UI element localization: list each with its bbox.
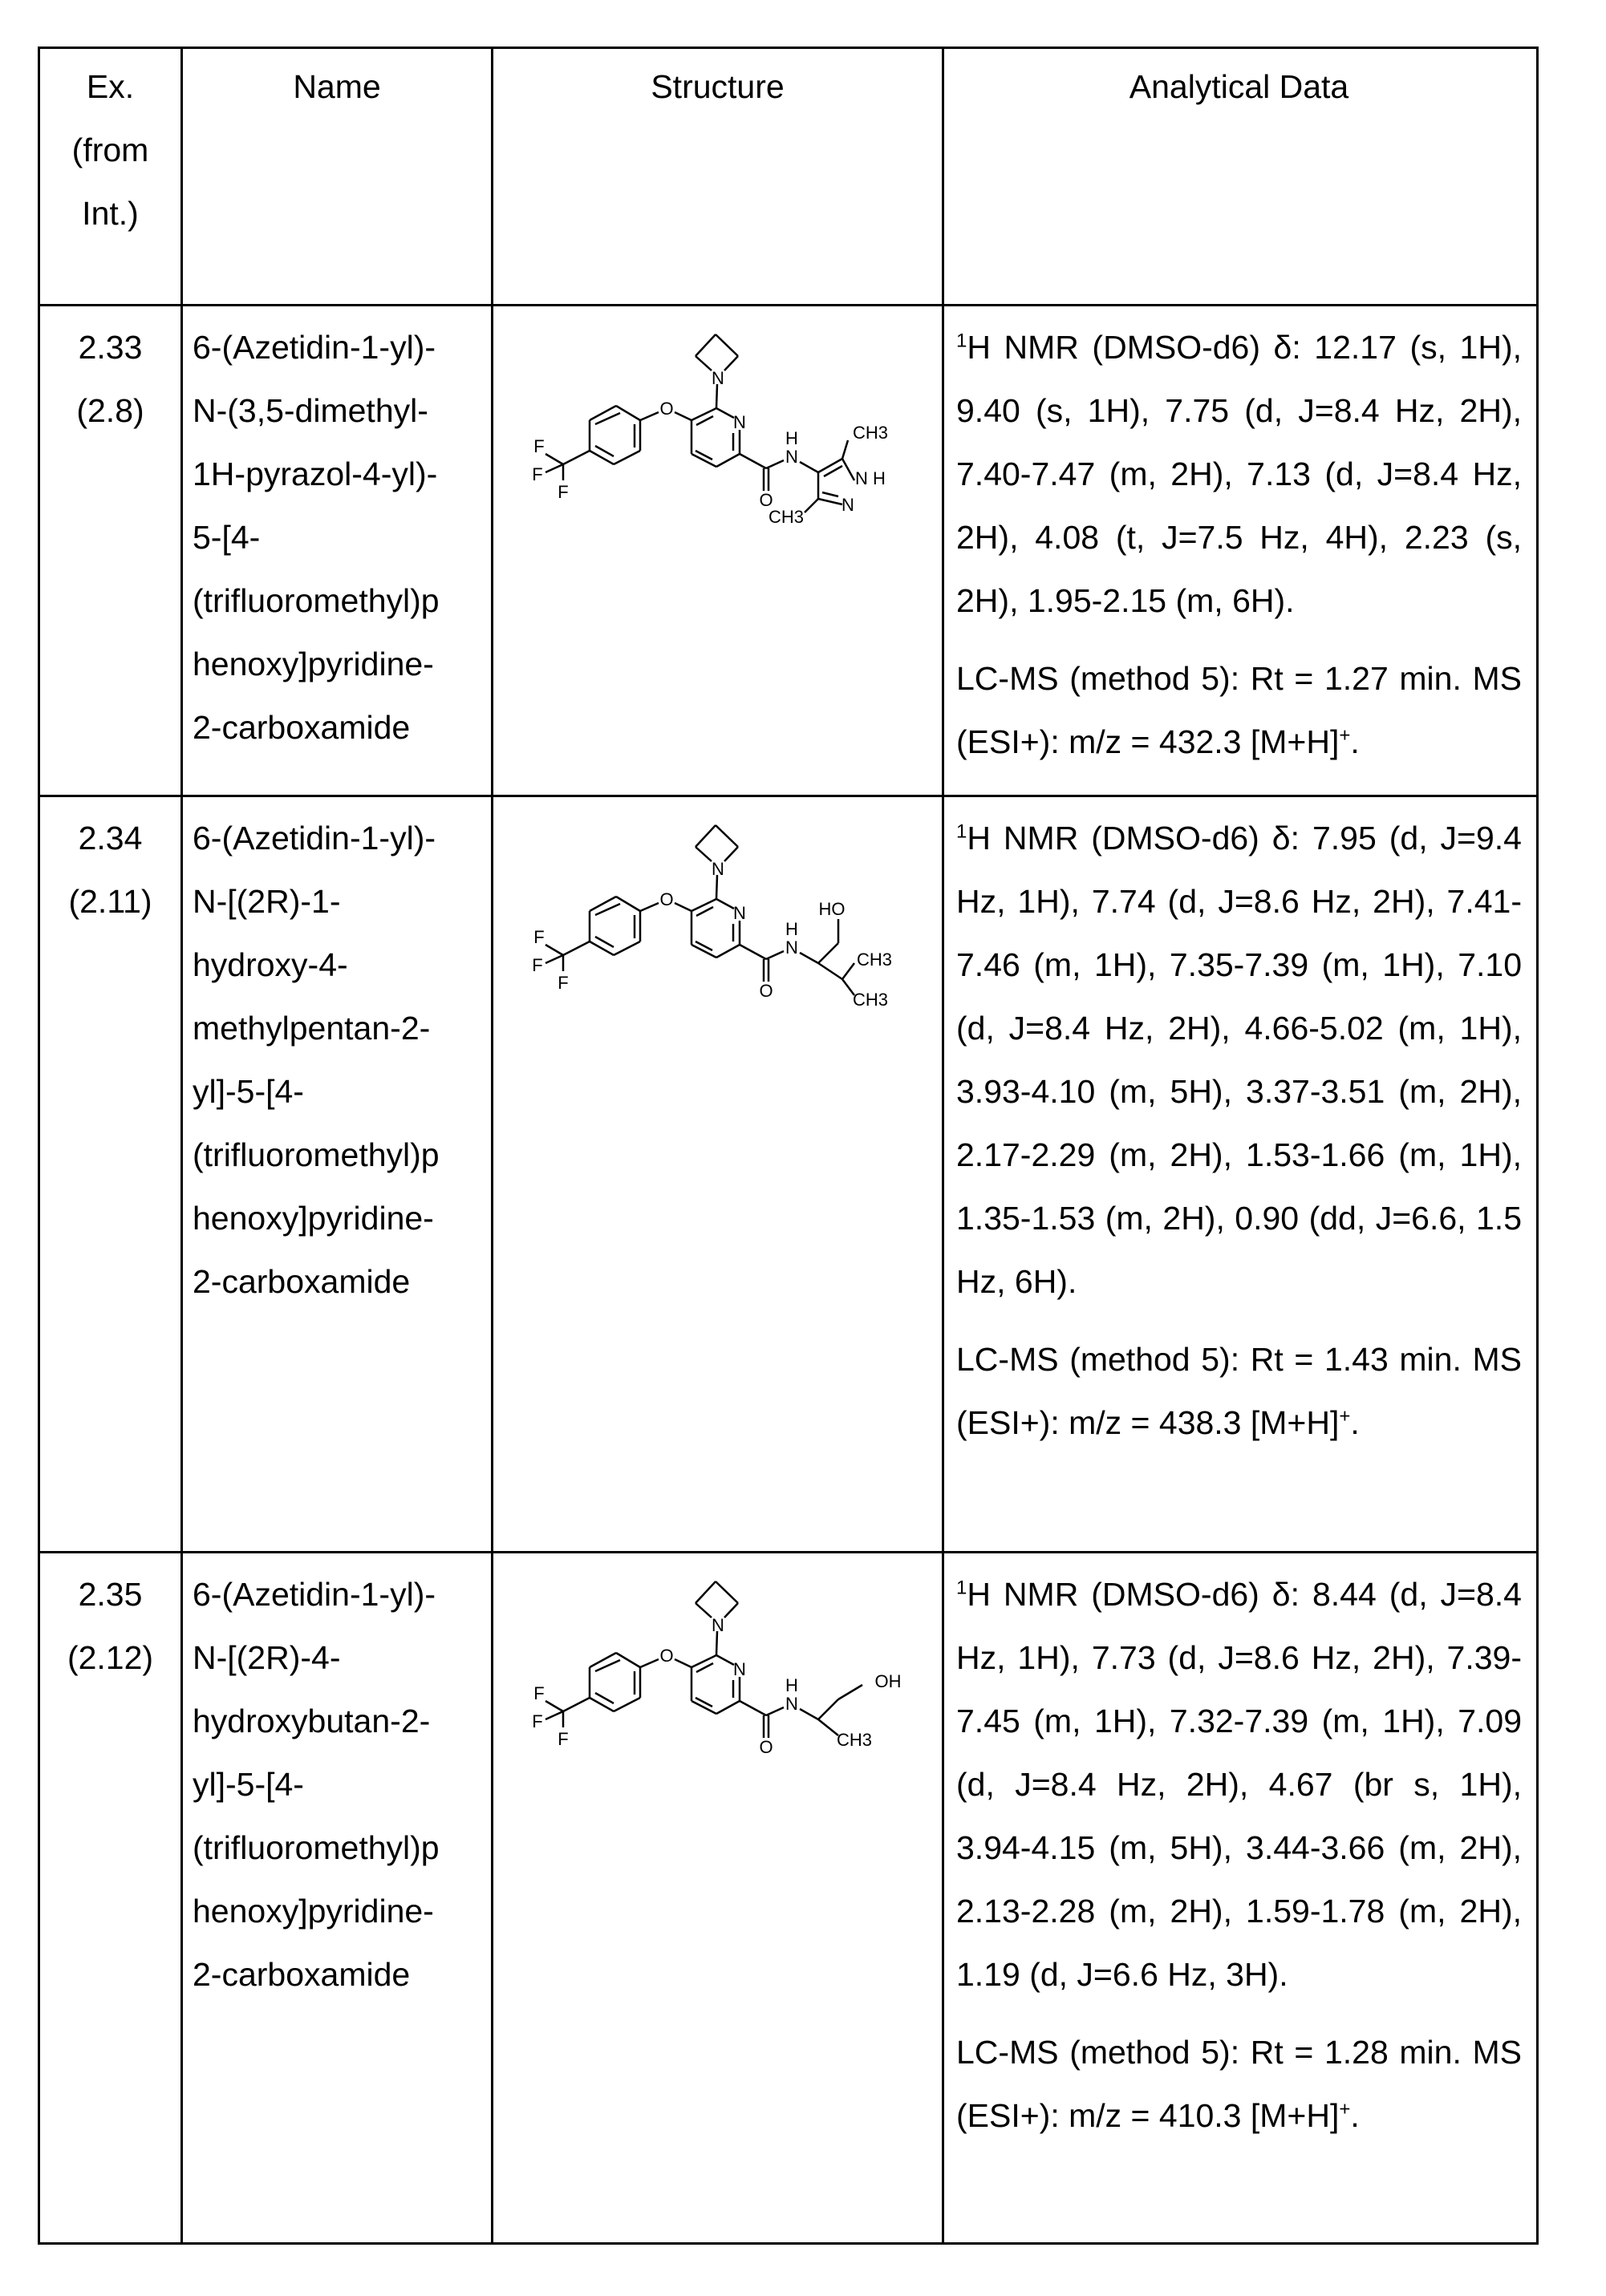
atom-label: N (733, 412, 746, 432)
atom-label: CH3 (856, 950, 891, 970)
nmr-text: H NMR (DMSO-d6) δ: 7.95 (d, J=9.4 Hz, 1H), 7.74 (d, J=8.6 Hz, 2H), 7.41-7.46 (m, 1H), 7.35-7.39 (m, 1H), 7.10 (d, J=8.4 Hz, 2H), 4.66-5.02 (m, 1H), 3.93-4.10 (m, 5H), 3.37-3.51 (m, 2H), 2.17-2.29 (m, 2H), 1.53-1.66 (m, 1H), 1.35-1.53 (m, 2H), 0.90 (dd, J=6.6, 1.5 Hz, 6H). (956, 820, 1522, 1300)
atom-label: O (659, 399, 673, 419)
lcms-end: . (1350, 723, 1359, 760)
compound-name-line: henoxy]pyridine- (193, 1187, 491, 1250)
compound-name-line: 2-carboxamide (193, 1250, 491, 1314)
compound-name-cell (182, 306, 493, 796)
nmr-data (956, 807, 1522, 1314)
chemical-structure (501, 1555, 935, 1812)
header-row (39, 48, 1538, 306)
atom-label: O (759, 490, 773, 510)
compound-name-line: hydroxy-4- (193, 933, 491, 997)
table-row (39, 796, 1538, 1553)
lcms-text: LC-MS (method 5): Rt = 1.27 min. MS (ESI+): m/z = 432.3 [M+H] (956, 660, 1522, 760)
nmr-data (956, 1563, 1522, 2006)
intermediate-number: (2.12) (40, 1626, 180, 1690)
atom-label: N (712, 1615, 724, 1635)
atom-label: F (533, 436, 544, 456)
atom-label: F (532, 1711, 542, 1731)
compound-name-line: henoxy]pyridine- (193, 633, 491, 696)
lcms-charge: + (1339, 1405, 1350, 1427)
compound-name-line: N-[(2R)-4- (193, 1626, 491, 1690)
structure-cell (493, 796, 943, 1553)
analytical-data-cell (943, 796, 1538, 1553)
header-name: Name (182, 48, 493, 306)
atom-label: H (785, 1675, 798, 1695)
example-number-cell (39, 1553, 182, 2244)
intermediate-number: (2.11) (40, 870, 180, 933)
atom-label: N (733, 903, 746, 923)
compound-name-line: yl]-5-[4- (193, 1060, 491, 1124)
lcms-charge: + (1339, 2098, 1350, 2120)
lcms-end: . (1350, 1404, 1359, 1441)
compound-name-line: (trifluoromethyl)p (193, 1124, 491, 1187)
atom-label: F (558, 973, 568, 993)
example-number-cell (39, 306, 182, 796)
lcms-data (956, 1328, 1522, 1455)
analytical-data-cell (943, 306, 1538, 796)
atom-label: F (532, 955, 542, 975)
compound-name-line: 2-carboxamide (193, 1943, 491, 2006)
compound-name-line: henoxy]pyridine- (193, 1880, 491, 1943)
lcms-charge: + (1339, 724, 1350, 746)
table-row (39, 306, 1538, 796)
intermediate-number: (2.8) (40, 379, 180, 443)
analytical-data-cell (943, 1553, 1538, 2244)
compound-name-line: yl]-5-[4- (193, 1753, 491, 1816)
example-number: 2.35 (40, 1563, 180, 1626)
atom-label: N (712, 368, 724, 388)
compound-name-line: 2-carboxamide (193, 696, 491, 759)
atom-label: N (785, 447, 798, 467)
compound-name-cell (182, 796, 493, 1553)
example-number: 2.33 (40, 316, 180, 379)
compound-name-line: (trifluoromethyl)p (193, 1816, 491, 1880)
nmr-text: H NMR (DMSO-d6) δ: 8.44 (d, J=8.4 Hz, 1H), 7.73 (d, J=8.6 Hz, 2H), 7.39-7.45 (m, 1H), 7.32-7.39 (m, 1H), 7.09 (d, J=8.4 Hz, 2H), 4.67 (br s, 1H), 3.94-4.15 (m, 5H), 3.44-3.66 (m, 2H), 2.13-2.28 (m, 2H), 1.59-1.78 (m, 2H), 1.19 (d, J=6.6 Hz, 3H). (956, 1576, 1522, 1993)
atom-label: H (785, 428, 798, 448)
atom-label: F (533, 1683, 544, 1703)
compound-name-cell (182, 1553, 493, 2244)
lcms-data (956, 2021, 1522, 2148)
atom-label: O (659, 889, 673, 909)
chemical-structure (501, 799, 935, 1055)
table-row (39, 1553, 1538, 2244)
atom-label: OH (874, 1671, 901, 1691)
example-number: 2.34 (40, 807, 180, 870)
lcms-end: . (1350, 2097, 1359, 2134)
chemical-structure (501, 308, 935, 565)
atom-label: F (558, 482, 568, 502)
atom-label: CH3 (836, 1730, 871, 1750)
atom-label: F (532, 464, 542, 484)
compound-name-line: 6-(Azetidin-1-yl)- (193, 1563, 491, 1626)
atom-label: O (659, 1646, 673, 1666)
atom-label: N (785, 1694, 798, 1714)
atom-label: O (759, 981, 773, 1001)
header-ex-line: (from (40, 119, 180, 182)
compound-table (38, 47, 1539, 2245)
nmr-data (956, 316, 1522, 633)
example-number-cell (39, 796, 182, 1553)
atom-label: CH3 (852, 990, 887, 1010)
atom-label: HO (818, 899, 845, 919)
nmr-isotope: 1 (956, 1577, 967, 1598)
lcms-data (956, 647, 1522, 774)
atom-label: N H (855, 468, 886, 488)
atom-label: N (712, 859, 724, 879)
lcms-text: LC-MS (method 5): Rt = 1.28 min. MS (ESI+): m/z = 410.3 [M+H] (956, 2034, 1522, 2134)
atom-label: N (785, 937, 798, 958)
compound-name-line: 5-[4- (193, 506, 491, 569)
structure-cell (493, 1553, 943, 2244)
compound-name-line: 6-(Azetidin-1-yl)- (193, 807, 491, 870)
header-ex (39, 48, 182, 306)
header-ex-line: Int.) (40, 182, 180, 245)
compound-name-line: hydroxybutan-2- (193, 1690, 491, 1753)
compound-name-line: 1H-pyrazol-4-yl)- (193, 443, 491, 506)
compound-name-line: N-[(2R)-1- (193, 870, 491, 933)
compound-name-line: N-(3,5-dimethyl- (193, 379, 491, 443)
atom-label: F (558, 1729, 568, 1749)
nmr-isotope: 1 (956, 820, 967, 842)
atom-label: H (785, 919, 798, 939)
compound-name-line: methylpentan-2- (193, 997, 491, 1060)
header-structure: Structure (493, 48, 943, 306)
atom-label: F (533, 927, 544, 947)
lcms-text: LC-MS (method 5): Rt = 1.43 min. MS (ESI+): m/z = 438.3 [M+H] (956, 1341, 1522, 1441)
atom-label: N (842, 495, 854, 515)
atom-label: O (759, 1737, 773, 1757)
atom-label: CH3 (768, 507, 803, 527)
header-ex-line: Ex. (40, 55, 180, 119)
atom-label: CH3 (852, 423, 887, 443)
nmr-text: H NMR (DMSO-d6) δ: 12.17 (s, 1H), 9.40 (s, 1H), 7.75 (d, J=8.4 Hz, 2H), 7.40-7.47 (m, 2H), 7.13 (d, J=8.4 Hz, 2H), 4.08 (t, J=7.5 Hz, 4H), 2.23 (s, 2H), 1.95-2.15 (m, 6H). (956, 329, 1522, 619)
nmr-isotope: 1 (956, 330, 967, 351)
compound-name-line: (trifluoromethyl)p (193, 569, 491, 633)
compound-name-line: 6-(Azetidin-1-yl)- (193, 316, 491, 379)
structure-cell (493, 306, 943, 796)
atom-label: N (733, 1659, 746, 1679)
header-analytical-data: Analytical Data (943, 48, 1538, 306)
